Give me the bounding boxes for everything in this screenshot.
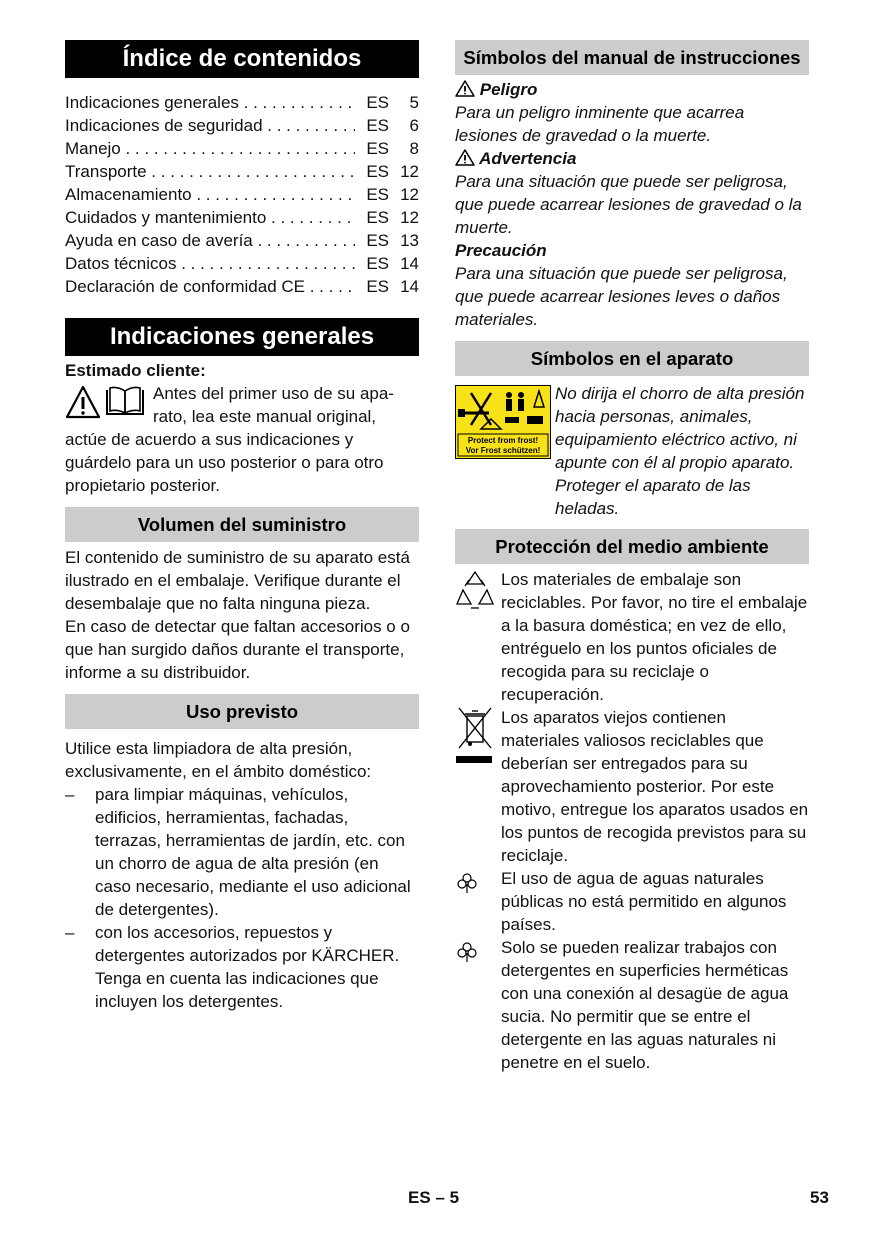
recycle-icon xyxy=(455,568,501,706)
supply-heading: Volumen del suministro xyxy=(65,507,419,542)
intro-line-1: Antes del primer uso de su apa- xyxy=(153,384,394,403)
list-item: – para limpiar máquinas, vehículos, edificios, herramientas, fachadas, terrazas, herramientas de jardín, etc. con un chorro de agua de alta presión (en caso necesario, mediante el uso adicional de detergentes). xyxy=(65,785,411,919)
use-heading: Uso previsto xyxy=(65,694,419,729)
toc-heading: Índice de contenidos xyxy=(65,40,419,78)
detergent-block xyxy=(455,936,809,1074)
device-symbol-text: No dirija el chorro de alta presión hacia personas, animales, equipamiento eléctrico activo, ni apunte con él al propio aparato. Proteger el aparato de las heladas. xyxy=(555,384,805,518)
list-item: – con los accesorios, repuestos y detergentes autorizados por KÄRCHER. Tenga en cuenta las indicaciones que incluyen los detergentes. xyxy=(65,923,400,1011)
high-pressure-warning-icon xyxy=(455,385,551,459)
footer-section-label: ES – 5 xyxy=(408,1188,460,1207)
right-column xyxy=(455,40,809,1074)
warning-triangle-icon xyxy=(455,80,475,97)
use-text: Utilice esta limpiadora de alta presión, exclusivamente, en el ámbito doméstico: xyxy=(65,739,372,781)
device-symbols-heading: Símbolos en el aparato xyxy=(455,341,809,376)
toc-entry[interactable]: Manejo . . . ES 8 xyxy=(65,137,419,160)
label-line-1: Protect from frost! xyxy=(467,436,539,445)
warning-triangle-icon xyxy=(455,149,475,166)
warning-heading: Advertencia xyxy=(455,147,809,170)
warning-manual-icon xyxy=(65,382,153,428)
water-block xyxy=(455,867,809,936)
toc-entry[interactable]: Indicaciones de seguridad . . . ES 6 xyxy=(65,114,419,137)
toc-entry[interactable]: Indicaciones generales . . . ES 5 xyxy=(65,91,419,114)
caution-heading: Precaución xyxy=(455,241,547,260)
crossed-bin-icon xyxy=(455,706,501,867)
weee-text: Los aparatos viejos contienen materiales valiosos reciclables que deberían ser entregados para su aprovechamiento posterior. Por este motivo, entregue los aparatos usados en los puntos de recogida previstos para su reciclaje. xyxy=(501,708,809,865)
left-column xyxy=(65,40,419,1013)
intro-line-2: rato, lea este manual original, xyxy=(153,407,377,426)
supply-text-1: El contenido de suministro de su aparato está ilustrado en el embalaje. Verifique durante el desembalaje que no falta ninguna pieza. xyxy=(65,548,410,613)
device-symbol-row xyxy=(455,382,809,520)
supply-text-2: En caso de detectar que faltan accesorios o o que han surgido daños durante el transporte, informe a su distribuidor. xyxy=(65,617,410,682)
toc-entry[interactable]: Declaración de conformidad CE . . . ES 14 xyxy=(65,275,419,298)
caution-text: Para una situación que puede ser peligrosa, que puede acarrear lesiones leves o daños materiales. xyxy=(455,264,788,329)
device-warning-label xyxy=(455,382,555,520)
toc-entry[interactable]: Cuidados y mantenimiento . . . ES 12 xyxy=(65,206,419,229)
manual-symbols-heading: Símbolos del manual de instrucciones xyxy=(455,40,809,75)
water-text: El uso de agua de aguas naturales públicas no está permitido en algunos países. xyxy=(501,869,787,934)
weee-block xyxy=(455,706,809,867)
toc-list xyxy=(65,91,419,298)
label-line-2: Vor Frost schützen! xyxy=(465,446,541,455)
general-heading: Indicaciones generales xyxy=(65,318,419,356)
detergent-text: Solo se pueden realizar trabajos con detergentes en superficies herméticas con una conexión al desagüe de agua sucia. No permitir que se entre el detergente en las aguas naturales ni penetre en el suelo. xyxy=(501,938,789,1072)
environment-heading: Protección del medio ambiente xyxy=(455,529,809,564)
environment-icon xyxy=(455,867,501,936)
toc-entry[interactable]: Datos técnicos . . . ES 14 xyxy=(65,252,419,275)
toc-entry[interactable]: Transporte . . . ES 12 xyxy=(65,160,419,183)
greeting: Estimado cliente: xyxy=(65,361,206,380)
danger-text: Para un peligro inminente que acarrea lesiones de gravedad o la muerte. xyxy=(455,103,745,145)
intro-text: actúe de acuerdo a sus indicaciones y guárdelo para un uso posterior o para otro propietario posterior. xyxy=(65,430,384,495)
recycle-text: Los materiales de embalaje son reciclables. Por favor, no tire el embalaje a la basura doméstica; en vez de ello, entréguelo en los puntos oficiales de recogida para su reciclaje o recuperación. xyxy=(501,570,808,704)
intro-block xyxy=(65,382,419,428)
page-number: 53 xyxy=(810,1188,829,1207)
toc-entry[interactable]: Ayuda en caso de avería . . . ES 13 xyxy=(65,229,419,252)
recycle-block xyxy=(455,568,809,706)
environment-icon xyxy=(455,936,501,1074)
toc-entry[interactable]: Almacenamiento . . . ES 12 xyxy=(65,183,419,206)
danger-heading: Peligro xyxy=(455,78,809,101)
warning-text: Para una situación que puede ser peligrosa, que puede acarrear lesiones de gravedad o la muerte. xyxy=(455,172,802,237)
